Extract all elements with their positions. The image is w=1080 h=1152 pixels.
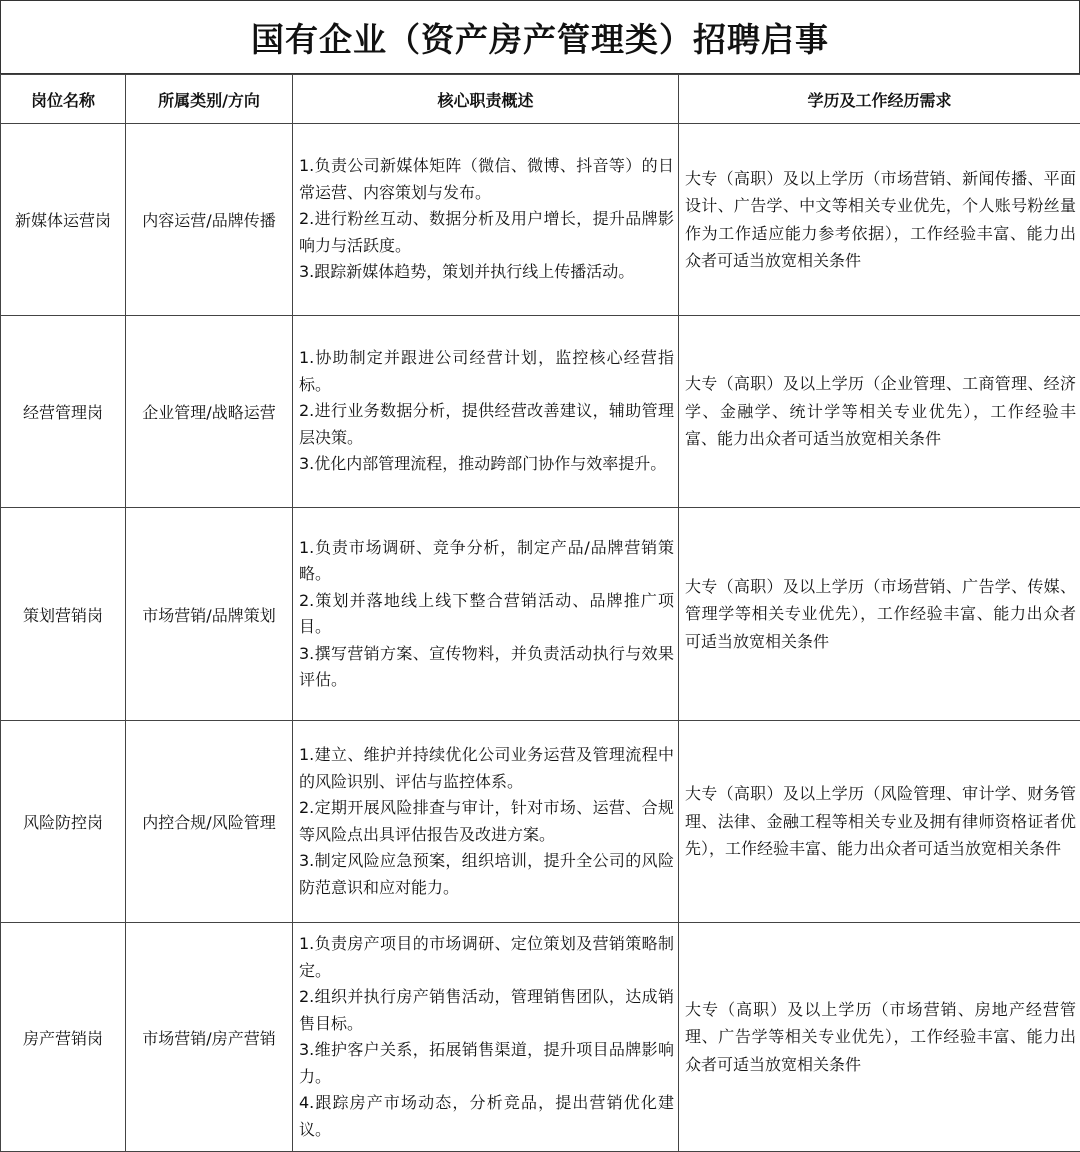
position-category: 内控合规/风险管理 — [126, 721, 293, 923]
position-requirements — [679, 124, 1080, 316]
position-duties — [293, 124, 679, 316]
position-category: 市场营销/品牌策划 — [126, 508, 293, 721]
position-requirements — [679, 923, 1080, 1152]
position-name: 房产营销岗 — [1, 923, 126, 1152]
duty-item: 2.进行粉丝互动、数据分析及用户增长，提升品牌影响力与活跃度。 — [299, 209, 674, 255]
duty-item: 2.策划并落地线上线下整合营销活动、品牌推广项目。 — [299, 590, 674, 636]
duty-item: 3.跟踪新媒体趋势，策划并执行线上传播活动。 — [299, 262, 635, 282]
duty-item: 3.维护客户关系，拓展销售渠道，提升项目品牌影响力。 — [299, 1040, 674, 1086]
position-requirements — [679, 316, 1080, 508]
position-requirements — [679, 508, 1080, 721]
duty-item: 3.制定风险应急预案，组织培训，提升全公司的风险防范意识和应对能力。 — [299, 851, 674, 897]
header-category: 所属类别/方向 — [126, 75, 293, 124]
requirements-text: 大专（高职）及以上学历（风险管理、审计学、财务管理、法律、金融工程等相关专业及拥有律师资格证者优先），工作经验丰富、能力出众者可适当放宽相关条件 — [685, 784, 1076, 859]
position-name: 风险防控岗 — [1, 721, 126, 923]
duty-item: 2.进行业务数据分析，提供经营改善建议，辅助管理层决策。 — [299, 401, 674, 447]
position-name: 策划营销岗 — [1, 508, 126, 721]
positions-table — [0, 74, 1080, 1152]
duty-item: 1.负责公司新媒体矩阵（微信、微博、抖音等）的日常运营、内容策划与发布。 — [299, 156, 674, 202]
requirements-text: 大专（高职）及以上学历（市场营销、新闻传播、平面设计、广告学、中文等相关专业优先，个人账号粉丝量作为工作适应能力参考依据），工作经验丰富、能力出众者可适当放宽相关条件 — [685, 168, 1076, 270]
table-row — [1, 124, 1080, 316]
position-duties — [293, 721, 679, 923]
duty-item: 2.定期开展风险排查与审计，针对市场、运营、合规等风险点出具评估报告及改进方案。 — [299, 798, 674, 844]
duty-item: 1.负责房产项目的市场调研、定位策划及营销策略制定。 — [299, 934, 674, 980]
header-requirements: 学历及工作经历需求 — [679, 75, 1080, 124]
position-name: 新媒体运营岗 — [1, 124, 126, 316]
duty-item: 3.优化内部管理流程，推动跨部门协作与效率提升。 — [299, 454, 667, 474]
duty-item: 1.建立、维护并持续优化公司业务运营及管理流程中的风险识别、评估与监控体系。 — [299, 745, 674, 791]
header-position: 岗位名称 — [1, 75, 126, 124]
duty-item: 2.组织并执行房产销售活动，管理销售团队，达成销售目标。 — [299, 987, 674, 1033]
position-category: 内容运营/品牌传播 — [126, 124, 293, 316]
duty-item: 1.负责市场调研、竞争分析，制定产品/品牌营销策略。 — [299, 537, 674, 583]
table-row — [1, 316, 1080, 508]
duty-item: 3.撰写营销方案、宣传物料，并负责活动执行与效果评估。 — [299, 643, 674, 689]
page-title: 国有企业（资产房产管理类）招聘启事 — [251, 19, 829, 59]
position-name: 经营管理岗 — [1, 316, 126, 508]
table-row — [1, 508, 1080, 721]
requirements-text: 大专（高职）及以上学历（市场营销、广告学、传媒、管理学等相关专业优先），工作经验丰富、能力出众者可适当放宽相关条件 — [685, 576, 1076, 651]
title-bar — [0, 0, 1080, 74]
requirements-text: 大专（高职）及以上学历（市场营销、房地产经营管理、广告学等相关专业优先），工作经验丰富、能力出众者可适当放宽相关条件 — [685, 999, 1076, 1074]
position-duties — [293, 508, 679, 721]
position-category: 企业管理/战略运营 — [126, 316, 293, 508]
table-header-row — [1, 75, 1080, 124]
requirements-text: 大专（高职）及以上学历（企业管理、工商管理、经济学、金融学、统计学等相关专业优先），工作经验丰富、能力出众者可适当放宽相关条件 — [685, 374, 1076, 449]
table-row — [1, 721, 1080, 923]
duty-item: 4.跟踪房产市场动态，分析竞品，提出营销优化建议。 — [299, 1093, 674, 1139]
position-requirements — [679, 721, 1080, 923]
position-category: 市场营销/房产营销 — [126, 923, 293, 1152]
position-duties — [293, 923, 679, 1152]
table-row — [1, 923, 1080, 1152]
duty-item: 1.协助制定并跟进公司经营计划，监控核心经营指标。 — [299, 348, 674, 394]
header-duties: 核心职责概述 — [293, 75, 679, 124]
position-duties — [293, 316, 679, 508]
